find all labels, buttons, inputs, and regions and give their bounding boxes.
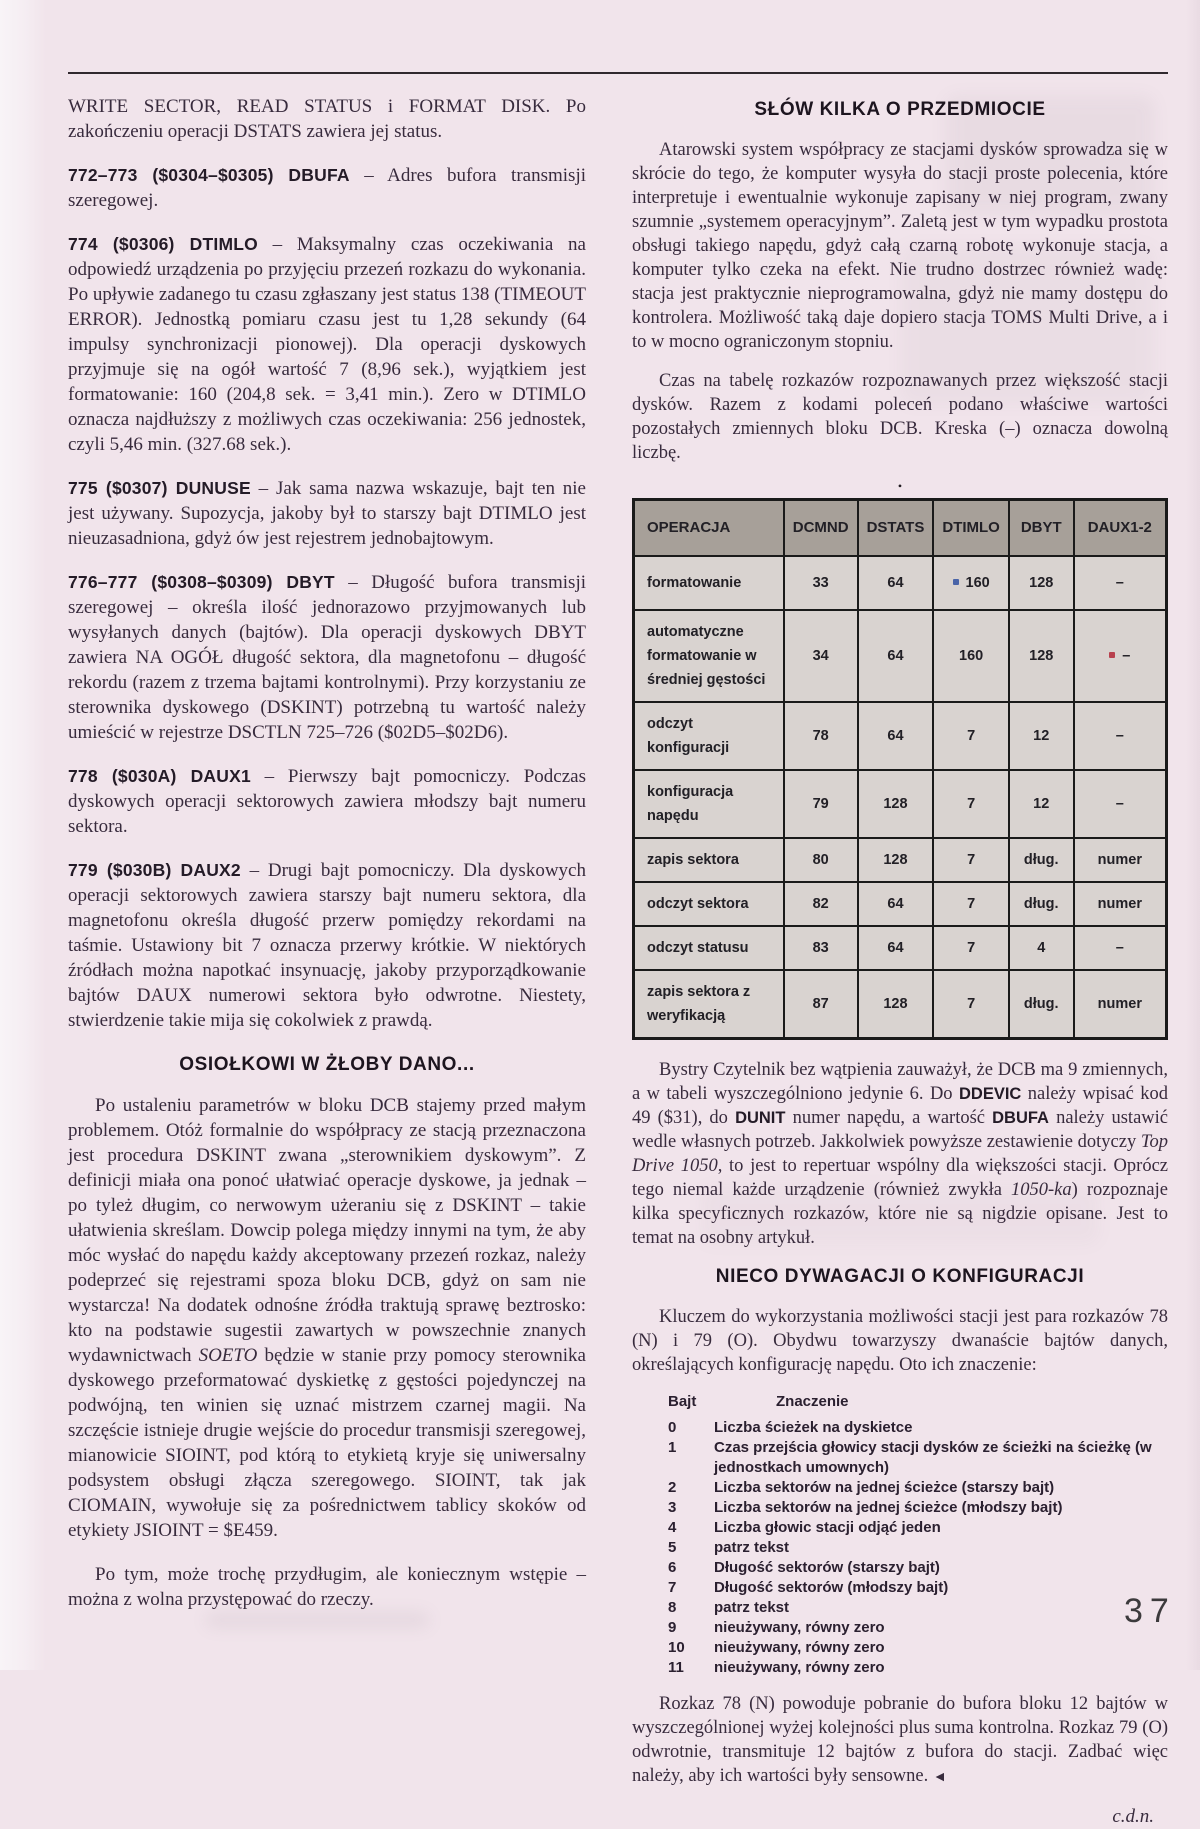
text-run: Czas na tabelę rozkazów rozpoznawanych przez większość stacji dysków. Razem z kodami poleceń podano właściwe wartości pozostałych zmiennych bloku DCB. Kreska (–) oznacza dowolną liczbę.	[632, 371, 1168, 463]
value-cell: dług.	[1009, 882, 1074, 926]
text-run: – Adres bufora transmisji szeregowej.	[68, 165, 587, 211]
column-header: DCMND	[784, 500, 858, 557]
paragraph	[68, 764, 586, 839]
operation-cell: automatyczne formatowanie w średniej gęstości	[634, 610, 784, 702]
table-row	[634, 970, 1167, 1039]
column-header: OPERACJA	[634, 500, 784, 557]
value-cell: –	[1074, 610, 1167, 702]
table-row	[634, 610, 1167, 702]
config-list-row	[668, 1598, 1168, 1618]
text-run: Bystry Czytelnik bez wątpienia zauważył, że DCB ma 9 zmiennych, a w tabeli wyszczególniono jedynie 6. Do	[632, 1060, 1168, 1104]
config-list-row	[668, 1478, 1168, 1498]
config-byte-meaning: Liczba sektorów na jednej ścieżce (starszy bajt)	[714, 1479, 1055, 1496]
column-header: DTIMLO	[933, 500, 1009, 557]
config-byte-meaning: Liczba głowic stacji odjąć jeden	[714, 1519, 941, 1536]
continuation-marker: c.d.n.	[1112, 1806, 1154, 1827]
article-column-left	[68, 94, 586, 1631]
article-column-right	[632, 94, 1168, 1829]
config-byte-number: 4	[668, 1519, 677, 1536]
value-cell: dług.	[1009, 970, 1074, 1039]
value-cell: numer	[1074, 838, 1167, 882]
config-list-header	[668, 1392, 1168, 1412]
paragraph	[68, 1093, 586, 1543]
value-cell: 12	[1009, 770, 1074, 838]
text-run: – Maksymalny czas oczekiwania na odpowiedź urządzenia po przyjęciu przezeń rozkazu do wykonania. Po upływie zadanego tu czasu zgłaszany jest status 138 (TIMEOUT ERROR). Jednostką pomiaru czasu jest tu 1,28 sekundy (64 impulsy synchronizacji pionowej). Dla operacji dyskowych przyjmuje się na ogół wartość 7 (8,96 sek.), wyjątkiem jest formatowanie: 160 (204,8 sek. = 3,41 min.). Zero w DTIMLO oznacza najdłuższy z możliwych czas oczekiwania: 256 jednostek, czyli 5,46 min. (327.68 sek.).	[68, 234, 586, 455]
value-cell: 79	[784, 770, 858, 838]
inline-italic: Top Drive 1050	[632, 1132, 1168, 1176]
table-header-row	[634, 500, 1167, 557]
value-cell: 160	[933, 556, 1009, 610]
text-run: – Długość bufora transmisji szeregowej – określa ilość jednorazowo przyjmowanych lub wysyłanych danych (bajtów). Dla operacji dyskowych DBYT zawiera NA OGÓŁ długość sektora, dla magnetofonu – długość rekordu (razem z trzema bajtami kontrolnymi). Przy korzystaniu ze sterownika dyskowego (DSKINT) potrzebną tu wartość należy umieścić w rejestrze DSCTLN 725–726 ($02D5–$02D6).	[68, 572, 587, 743]
value-cell: 64	[858, 702, 934, 770]
text-run: Kluczem do wykorzystania możliwości stacji jest para rozkazów 78 (N) i 79 (O). Obydwu towarzyszy dwanaście bajtów danych, określających konfigurację napędu. Oto ich znaczenie:	[632, 1307, 1168, 1375]
operation-cell: zapis sektora	[634, 838, 784, 882]
config-list-row	[668, 1438, 1168, 1478]
config-byte-meaning: Czas przejścia głowicy stacji dysków ze ścieżki na ścieżkę (w jednostkach umownych)	[714, 1439, 1152, 1476]
value-cell: dług.	[1009, 838, 1074, 882]
paragraph	[632, 1058, 1168, 1250]
config-byte-number: 1	[668, 1439, 677, 1456]
value-cell: 64	[858, 926, 934, 970]
value-cell: 128	[1009, 610, 1074, 702]
paragraph	[632, 138, 1168, 354]
inline-italic: 1050-ka	[1011, 1180, 1072, 1200]
text-run: będzie w stanie przy pomocy sterownika dyskowego przeformatować dyskietkę z gęstości pojedynczej na podwójną, ten winien się uznać mistrzem czarnej magii. Na szczęście istnieje drugie wejście do procedur transmisji szeregowej, mianowicie SIOINT, pod którą to etykietą kryje się uniwersalny podsystem obsługi złącza szeregowego. SIOINT, tak jak CIOMAIN, wywołuje się za pośrednictwem tablicy skoków od etykiety JSIOINT = $E459.	[68, 1345, 586, 1541]
value-cell: –	[1074, 702, 1167, 770]
print-dot-icon	[1109, 652, 1115, 658]
config-byte-meaning: nieużywany, równy zero	[714, 1659, 885, 1676]
config-byte-meaning: Długość sektorów (starszy bajt)	[714, 1559, 940, 1576]
config-list-row	[668, 1538, 1168, 1558]
config-byte-meaning: Długość sektorów (młodszy bajt)	[714, 1579, 949, 1596]
inline-italic: SOETO	[198, 1345, 258, 1366]
paragraph	[68, 163, 586, 213]
config-list-row	[668, 1498, 1168, 1518]
config-list-row	[668, 1558, 1168, 1578]
value-cell: 128	[858, 970, 934, 1039]
config-byte-number: 10	[668, 1639, 685, 1656]
config-byte-number: 2	[668, 1479, 677, 1496]
print-dot-icon	[953, 579, 959, 585]
value-cell: –	[1074, 556, 1167, 610]
operation-cell: odczyt statusu	[634, 926, 784, 970]
value-cell: 87	[784, 970, 858, 1039]
value-cell: 12	[1009, 702, 1074, 770]
value-cell: 82	[784, 882, 858, 926]
column-header: DBYT	[1009, 500, 1074, 557]
config-byte-number: 0	[668, 1419, 677, 1436]
column-header: DAUX1-2	[1074, 500, 1167, 557]
table-body	[634, 556, 1167, 1039]
value-cell: 80	[784, 838, 858, 882]
inline-term: DDEVIC	[958, 1085, 1022, 1103]
value-cell: numer	[1074, 882, 1167, 926]
value-cell: 64	[858, 882, 934, 926]
paragraph	[68, 232, 586, 457]
table-top-mark: •	[897, 479, 903, 493]
inline-term: DUNIT	[735, 1109, 786, 1127]
config-list-row	[668, 1618, 1168, 1638]
operation-cell: konfiguracja napędu	[634, 770, 784, 838]
config-list-row	[668, 1638, 1168, 1658]
table-row	[634, 926, 1167, 970]
value-cell: numer	[1074, 970, 1167, 1039]
text-run: Rozkaz 78 (N) powoduje pobranie do bufora bloku 12 bajtów w wyszczególnionej wyżej kolejności plus suma kontrolna. Rozkaz 79 (O) odwrotnie, transmituje 12 bajtów z bufora do stacji. Zadbać więc należy, aby ich wartości były sensowne.	[632, 1694, 1168, 1786]
paragraph	[632, 369, 1168, 465]
table-row	[634, 770, 1167, 838]
table-row	[634, 838, 1167, 882]
text-run: Po tym, może trochę przydługim, ale koniecznym wstępie – można z wolna przystępować do rzeczy.	[68, 1564, 586, 1610]
column-header: DSTATS	[858, 500, 934, 557]
config-list-row	[668, 1658, 1168, 1678]
text-run: ) rozpoznaje kilka specyficznych rozkazów, które nie są nigdzie opisane. Jest to temat na osobny artykuł.	[632, 1180, 1168, 1248]
paragraph	[68, 858, 586, 1033]
inline-term: DBUFA	[992, 1109, 1049, 1127]
paragraph	[68, 94, 586, 144]
text-run: numer napędu, a wartość	[785, 1108, 993, 1128]
config-byte-meaning: nieużywany, równy zero	[714, 1619, 885, 1636]
config-byte-meaning: patrz tekst	[714, 1599, 790, 1616]
page-right-edge	[1186, 0, 1200, 1670]
config-list-row	[668, 1518, 1168, 1538]
config-header-byte: Bajt	[668, 1393, 697, 1410]
value-cell: 7	[933, 770, 1009, 838]
value-cell: 7	[933, 702, 1009, 770]
table-header	[634, 500, 1167, 557]
value-cell: 78	[784, 702, 858, 770]
table-row	[634, 556, 1167, 610]
value-cell: 64	[858, 556, 934, 610]
table-row	[634, 882, 1167, 926]
value-cell: 7	[933, 882, 1009, 926]
section-heading: OSIOŁKOWI W ŻŁOBY DANO...	[179, 1054, 475, 1075]
config-byte-meaning: Liczba sektorów na jednej ścieżce (młodszy bajt)	[714, 1499, 1063, 1516]
paragraph	[68, 570, 586, 745]
paragraph-lead: 774 ($0306) DTIMLO	[68, 234, 258, 254]
value-cell: 83	[784, 926, 858, 970]
config-list-row	[668, 1418, 1168, 1438]
config-byte-meaning: nieużywany, równy zero	[714, 1639, 885, 1656]
table-row	[634, 702, 1167, 770]
page-left-edge	[0, 0, 46, 1670]
text-run: , to jest to repertuar wspólny dla większości stacji. Oprócz tego niemal każde urządzenie (również zwykła	[632, 1156, 1168, 1200]
text-run: Po ustaleniu parametrów w bloku DCB stajemy przed małym problemem. Otóż formalnie do współpracy ze stacją przeznaczona jest procedura DSKINT zwana „sterownikiem dyskowym”. Z definicji miała ona ponoć ułatwiać operacje dyskowe, ja jednak – po tyleż długim, co nerwowym użeraniu się z DSKINT – takie ułatwienia skreślam. Dowcip polega między innymi na tym, że aby móc wysłać do napędu każdy akceptowany przezeń rozkaz, należy podeprzeć się rejestrami spoza bloku DCB, gdyż on sam nie wystarcza! Na dodatek odnośne źródła traktują sprawę beztrosko: kto na podstawie sugestii zawartych w powszechnie znanych wydawnictwach	[68, 1095, 586, 1366]
paragraph	[68, 1562, 586, 1612]
text-run: należy ustawić wedle własnych potrzeb. Jakkolwiek powyższe zestawienie dotyczy	[632, 1108, 1168, 1152]
section-heading: SŁÓW KILKA O PRZEDMIOCIE	[754, 99, 1046, 120]
config-header-meaning: Znaczenie	[776, 1393, 849, 1410]
value-cell: 34	[784, 610, 858, 702]
paragraph	[632, 1692, 1168, 1790]
paragraph	[632, 1305, 1168, 1377]
config-byte-number: 11	[668, 1659, 684, 1676]
dcb-command-table	[632, 498, 1168, 1040]
config-byte-number: 3	[668, 1499, 677, 1516]
value-cell: 128	[858, 838, 934, 882]
text-run: – Pierwszy bajt pomocniczy. Podczas dyskowych operacji sektorowych zawiera młodszy bajt numeru sektora.	[68, 766, 587, 837]
operation-cell: odczyt sektora	[634, 882, 784, 926]
config-byte-number: 5	[668, 1539, 677, 1556]
paragraph	[68, 476, 586, 551]
operation-cell: zapis sektora z weryfikacją	[634, 970, 784, 1039]
value-cell: 160	[933, 610, 1009, 702]
paragraph-lead: 779 ($030B) DAUX2	[68, 860, 241, 880]
operation-cell: formatowanie	[634, 556, 784, 610]
text-run: – Jak sama nazwa wskazuje, bajt ten nie jest używany. Supozycja, jakoby był to starszy bajt DTIMLO jest nieuzasadniona, gdyż ów jest rejestrem jednobajtowym.	[68, 478, 586, 549]
paragraph-lead: 775 ($0307) DUNUSE	[68, 478, 251, 498]
config-list-row	[668, 1578, 1168, 1598]
value-cell: 33	[784, 556, 858, 610]
config-byte-number: 8	[668, 1599, 677, 1616]
value-cell: –	[1074, 926, 1167, 970]
end-of-article-icon: ◄	[932, 1770, 947, 1785]
config-byte-number: 9	[668, 1619, 677, 1636]
value-cell: 128	[858, 770, 934, 838]
text-run: WRITE SECTOR, READ STATUS i FORMAT DISK. Po zakończeniu operacji DSTATS zawiera jej status.	[68, 96, 586, 142]
operation-cell: odczyt konfiguracji	[634, 702, 784, 770]
paragraph-lead: 778 ($030A) DAUX1	[68, 766, 251, 786]
paragraph-lead: 776–777 ($0308–$0309) DBYT	[68, 572, 335, 592]
value-cell: –	[1074, 770, 1167, 838]
config-byte-number: 7	[668, 1579, 677, 1596]
paragraph-lead: 772–773 ($0304–$0305) DBUFA	[68, 165, 350, 185]
value-cell: 128	[1009, 556, 1074, 610]
value-cell: 7	[933, 970, 1009, 1039]
page-top-rule	[68, 72, 1168, 74]
config-byte-number: 6	[668, 1559, 677, 1576]
page-number: 37	[1124, 1592, 1176, 1630]
text-run: Atarowski system współpracy ze stacjami dysków sprowadza się w skrócie do tego, że komputer wysyła do stacji proste polecenia, które interpretuje i ewentualnie wykonuje zapisany w niej program, zwany szumnie „systemem operacyjnym”. Zaletą jest w tym wypadku prostota obsługi takiego napędu, gdyż całą czarną robotę wykonuje stacja, a komputer tylko czeka na efekt. Nie trudno dostrzec również wadę: stacja jest praktycznie nieprogramowalna, gdyż nie mamy dostępu do kontrolera. Możliwość taką daje dopiero stacja TOMS Multi Drive, a i to w mocno ograniczonym stopniu.	[632, 140, 1168, 352]
value-cell: 7	[933, 838, 1009, 882]
config-byte-meaning: Liczba ścieżek na dyskietce	[714, 1419, 913, 1436]
value-cell: 64	[858, 610, 934, 702]
value-cell: 7	[933, 926, 1009, 970]
config-byte-meaning: patrz tekst	[714, 1539, 790, 1556]
text-run: należy wpisać kod 49 ($31), do	[632, 1084, 1168, 1128]
text-run: – Drugi bajt pomocniczy. Dla dyskowych operacji sektorowych zawiera starszy bajt numeru sektora, dla magnetofonu określa długość przerw pomiędzy rekordami na taśmie. Ustawiony bit 7 oznacza przerwy krótkie. W niektórych źródłach można napotkać insynuację, jakoby przyporządkowanie bajtów DAUX numerowi sektora było odwrotne. Niestety, stwierdzenie takie mija się cokolwiek z prawdą.	[68, 860, 586, 1031]
section-heading: NIECO DYWAGACJI O KONFIGURACJI	[715, 1266, 1085, 1287]
value-cell: 4	[1009, 926, 1074, 970]
config-bytes-list	[668, 1392, 1168, 1678]
